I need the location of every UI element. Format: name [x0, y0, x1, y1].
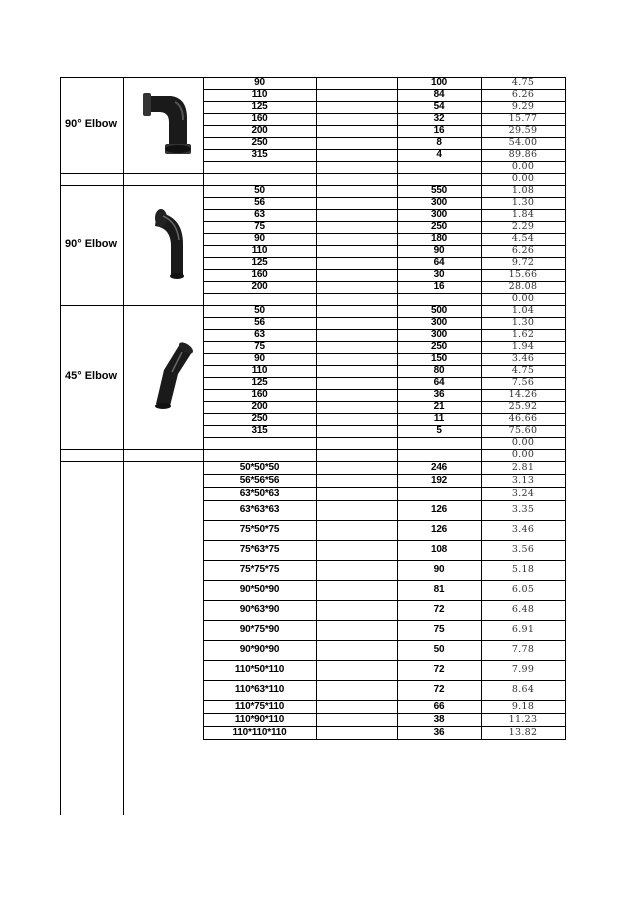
grid-line-vertical	[397, 77, 398, 739]
size-cell: 315	[251, 425, 268, 436]
grid-line-horizontal	[203, 580, 566, 581]
grid-line-horizontal	[203, 640, 566, 641]
price-cell: 7.99	[511, 664, 535, 675]
price-cell: 9.72	[511, 257, 535, 268]
quantity-cell: 8	[436, 137, 442, 148]
quantity-cell: 250	[430, 221, 448, 232]
price-cell: 6.05	[511, 584, 535, 595]
grid-line-horizontal	[60, 77, 203, 78]
quantity-cell: 75	[433, 624, 445, 635]
size-cell: 315	[251, 149, 268, 160]
grid-line-horizontal	[60, 185, 203, 186]
size-cell: 90*50*90	[239, 584, 280, 595]
price-cell: 0.00	[511, 173, 535, 184]
quantity-cell: 126	[430, 524, 448, 535]
quantity-cell: 108	[430, 544, 448, 555]
price-cell: 1.30	[511, 317, 535, 328]
price-cell: 29.59	[508, 125, 538, 136]
size-cell: 160	[251, 389, 268, 400]
quantity-cell: 54	[433, 101, 445, 112]
elbow-90-long-fitting-icon	[143, 206, 191, 289]
price-cell: 1.62	[511, 329, 535, 340]
price-cell: 3.56	[511, 544, 535, 555]
size-cell: 50	[254, 185, 265, 196]
quantity-cell: 90	[433, 245, 445, 256]
size-cell: 250	[251, 413, 268, 424]
price-cell: 54.00	[508, 137, 538, 148]
size-cell: 56	[254, 317, 265, 328]
grid-line-vertical	[481, 77, 482, 739]
quantity-cell: 300	[430, 317, 448, 328]
quantity-cell: 246	[430, 461, 448, 473]
size-cell: 56	[254, 197, 265, 208]
size-cell: 75*75*75	[239, 564, 280, 575]
quantity-cell: 81	[433, 584, 445, 595]
size-cell: 50*50*50	[239, 461, 280, 473]
grid-line-horizontal	[60, 305, 203, 306]
grid-line-horizontal	[203, 739, 566, 740]
quantity-cell: 250	[430, 341, 448, 352]
price-cell: 25.92	[508, 401, 538, 412]
section-label: 90° Elbow	[65, 238, 118, 250]
quantity-cell: 72	[433, 664, 445, 675]
size-cell: 75	[254, 341, 265, 352]
size-cell: 75*63*75	[239, 544, 280, 555]
size-cell: 125	[251, 257, 268, 268]
size-cell: 63*63*63	[239, 504, 280, 515]
size-cell: 110	[251, 365, 268, 376]
quantity-cell: 64	[433, 377, 445, 388]
price-cell: 2.81	[511, 461, 535, 473]
quantity-cell: 80	[433, 365, 445, 376]
quantity-cell: 300	[430, 197, 448, 208]
quantity-cell: 84	[433, 89, 445, 100]
quantity-cell: 38	[433, 713, 445, 725]
price-cell: 0.00	[511, 449, 535, 460]
price-cell: 13.82	[508, 726, 538, 738]
size-cell: 250	[251, 137, 268, 148]
size-cell: 125	[251, 377, 268, 388]
price-cell: 6.26	[511, 89, 535, 100]
price-cell: 75.60	[508, 425, 538, 436]
price-cell: 1.84	[511, 209, 535, 220]
grid-line-horizontal	[203, 660, 566, 661]
quantity-cell: 550	[430, 185, 448, 196]
price-cell: 15.66	[508, 269, 538, 280]
grid-line-vertical	[60, 77, 61, 815]
price-cell: 0.00	[511, 161, 535, 172]
quantity-cell: 16	[433, 125, 445, 136]
grid-line-horizontal	[60, 173, 203, 174]
price-cell: 3.35	[511, 504, 535, 515]
price-cell: 8.64	[511, 684, 535, 695]
size-cell: 110*90*110	[234, 713, 285, 725]
section-label: 90° Elbow	[65, 118, 118, 130]
price-cell: 5.18	[511, 564, 535, 575]
quantity-cell: 4	[436, 149, 442, 160]
size-cell: 110	[251, 89, 268, 100]
size-cell: 63	[254, 329, 265, 340]
quantity-cell: 72	[433, 684, 445, 695]
quantity-cell: 72	[433, 604, 445, 615]
price-cell: 6.91	[511, 624, 535, 635]
grid-line-horizontal	[203, 540, 566, 541]
grid-line-horizontal	[60, 461, 203, 462]
quantity-cell: 300	[430, 209, 448, 220]
size-cell: 90	[254, 233, 265, 244]
grid-line-horizontal	[203, 600, 566, 601]
size-cell: 200	[251, 401, 268, 412]
quantity-cell: 300	[430, 329, 448, 340]
price-cell: 3.46	[511, 524, 535, 535]
price-cell: 0.00	[511, 437, 535, 448]
size-cell: 75	[254, 221, 265, 232]
price-cell: 14.26	[508, 389, 538, 400]
size-cell: 200	[251, 125, 268, 136]
grid-line-vertical	[565, 77, 566, 740]
price-cell: 0.00	[511, 293, 535, 304]
elbow-90-fitting-icon	[141, 86, 193, 171]
size-cell: 110*63*110	[234, 684, 285, 695]
price-cell: 2.29	[511, 221, 535, 232]
size-cell: 63*50*63	[239, 487, 280, 499]
grid-line-horizontal	[60, 449, 203, 450]
size-cell: 110*110*110	[232, 726, 287, 738]
price-cell: 7.78	[511, 644, 535, 655]
size-cell: 90	[254, 77, 265, 88]
quantity-cell: 90	[433, 564, 445, 575]
size-cell: 160	[251, 113, 268, 124]
grid-line-horizontal	[203, 620, 566, 621]
grid-line-vertical	[316, 77, 317, 739]
section-label: 45° Elbow	[65, 370, 118, 382]
price-cell: 4.54	[511, 233, 535, 244]
price-cell: 1.30	[511, 197, 535, 208]
quantity-cell: 11	[433, 413, 445, 424]
size-cell: 50	[254, 305, 265, 316]
quantity-cell: 16	[433, 281, 445, 292]
quantity-cell: 30	[433, 269, 445, 280]
size-cell: 125	[251, 101, 268, 112]
price-cell: 46.66	[508, 413, 538, 424]
size-cell: 90*63*90	[239, 604, 280, 615]
grid-line-horizontal	[203, 500, 566, 501]
price-cell: 89.86	[508, 149, 538, 160]
quantity-cell: 5	[436, 425, 442, 436]
quantity-cell: 100	[430, 77, 448, 88]
size-cell: 90	[254, 353, 265, 364]
size-cell: 110*75*110	[234, 700, 285, 712]
price-cell: 4.75	[511, 77, 535, 88]
grid-line-horizontal	[203, 560, 566, 561]
price-cell: 15.77	[508, 113, 538, 124]
quantity-cell: 150	[430, 353, 448, 364]
price-cell: 6.48	[511, 604, 535, 615]
size-cell: 56*56*56	[239, 474, 280, 486]
grid-line-vertical	[123, 77, 124, 815]
elbow-45-fitting-icon	[140, 338, 194, 421]
size-cell: 90*75*90	[239, 624, 280, 635]
quantity-cell: 64	[433, 257, 445, 268]
quantity-cell: 36	[433, 389, 445, 400]
price-cell: 4.75	[511, 365, 535, 376]
price-cell: 1.04	[511, 305, 535, 316]
price-cell: 1.94	[511, 341, 535, 352]
price-cell: 3.13	[511, 474, 535, 486]
quantity-cell: 32	[433, 113, 445, 124]
quantity-cell: 66	[433, 700, 445, 712]
price-cell: 11.23	[508, 713, 538, 725]
size-cell: 75*50*75	[239, 524, 280, 535]
grid-line-horizontal	[203, 680, 566, 681]
quantity-cell: 126	[430, 504, 448, 515]
quantity-cell: 500	[430, 305, 448, 316]
price-cell: 3.46	[511, 353, 535, 364]
price-cell: 1.08	[511, 185, 535, 196]
price-cell: 3.24	[511, 487, 535, 499]
size-cell: 110*50*110	[234, 664, 285, 675]
grid-line-vertical	[203, 77, 204, 739]
size-cell: 63	[254, 209, 265, 220]
size-cell: 200	[251, 281, 268, 292]
size-cell: 110	[251, 245, 268, 256]
price-cell: 7.56	[511, 377, 535, 388]
quantity-cell: 21	[433, 401, 445, 412]
price-cell: 28.08	[508, 281, 538, 292]
grid-line-horizontal	[203, 520, 566, 521]
quantity-cell: 36	[433, 726, 445, 738]
price-cell: 6.26	[511, 245, 535, 256]
price-cell: 9.18	[511, 700, 535, 712]
quantity-cell: 192	[430, 474, 448, 486]
size-cell: 90*90*90	[239, 644, 280, 655]
size-cell: 160	[251, 269, 268, 280]
quantity-cell: 50	[433, 644, 445, 655]
quantity-cell: 180	[430, 233, 448, 244]
price-cell: 9.29	[511, 101, 535, 112]
